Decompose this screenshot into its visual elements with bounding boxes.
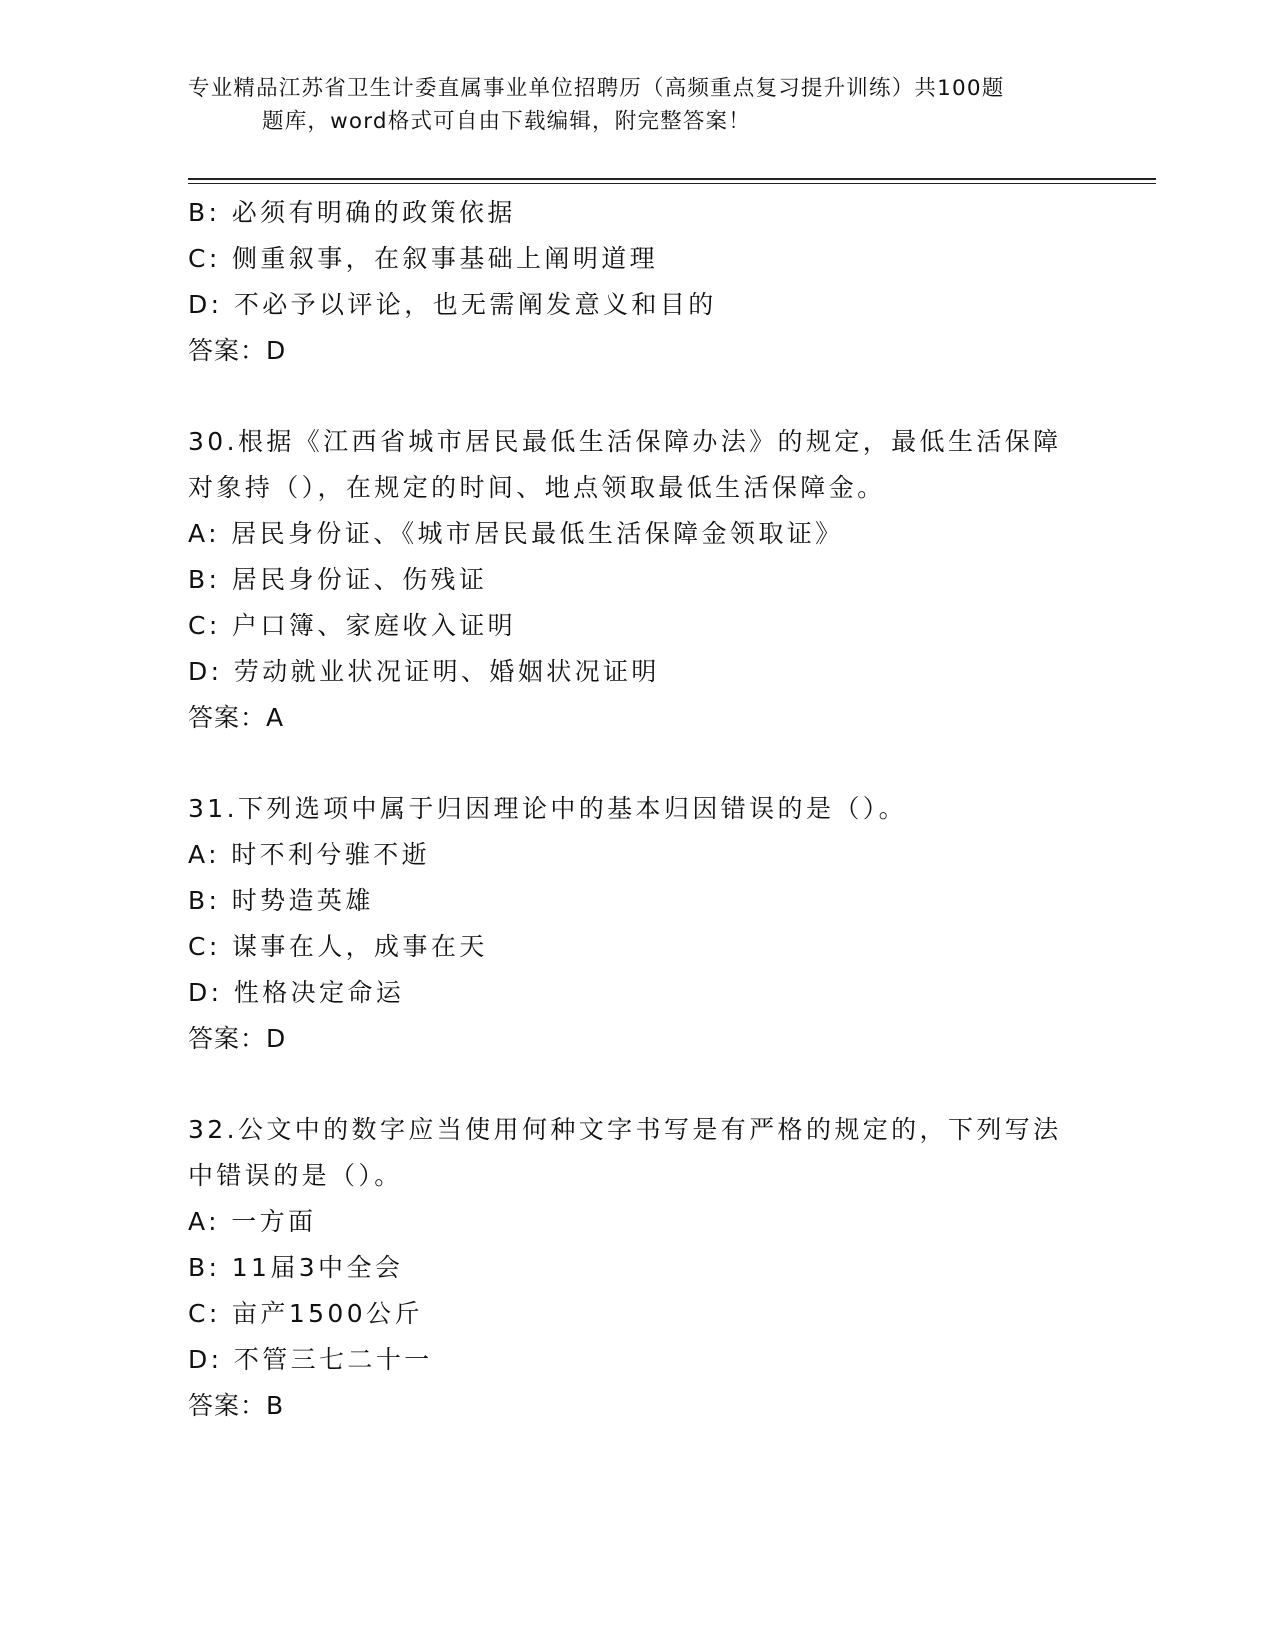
option-b: B: 必须有明确的政策依据 bbox=[188, 198, 516, 227]
option-c: C: 侧重叙事，在叙事基础上阐明道理 bbox=[188, 244, 659, 273]
answer: 答案：B bbox=[188, 1391, 285, 1420]
header-rule-thick bbox=[188, 178, 1156, 180]
spacer bbox=[188, 1062, 1118, 1107]
document-header bbox=[188, 72, 1088, 138]
question-list bbox=[188, 190, 1118, 1429]
spacer bbox=[188, 741, 1118, 786]
header-title-line-2: 题库，word格式可自由下载编辑，附完整答案！ bbox=[262, 109, 751, 134]
answer: 答案：D bbox=[188, 1024, 287, 1053]
option-d: D: 劳动就业状况证明、婚姻状况证明 bbox=[188, 657, 660, 686]
answer: 答案：A bbox=[188, 703, 285, 732]
option-a: A: 居民身份证、《城市居民最低生活保障金领取证》 bbox=[188, 519, 844, 548]
question-stem-line: 30.根据《江西省城市居民最低生活保障办法》的规定，最低生活保障 bbox=[188, 427, 1062, 456]
question-stem-line: 31.下列选项中属于归因理论中的基本归因错误的是（）。 bbox=[188, 794, 908, 823]
option-c: C: 户口簿、家庭收入证明 bbox=[188, 611, 517, 640]
header-title-line-1: 专业精品江苏省卫生计委直属事业单位招聘历（高频重点复习提升训练）共100题 bbox=[188, 76, 1005, 101]
option-d: D: 不必予以评论，也无需阐发意义和目的 bbox=[188, 290, 717, 319]
option-c: C: 谋事在人，成事在天 bbox=[188, 932, 488, 961]
header-rule-thin bbox=[188, 183, 1156, 184]
answer: 答案：D bbox=[188, 336, 287, 365]
option-d: D: 不管三七二十一 bbox=[188, 1345, 433, 1374]
spacer bbox=[188, 374, 1118, 419]
question-stem-line: 中错误的是（）。 bbox=[188, 1161, 403, 1190]
option-a: A: 一方面 bbox=[188, 1207, 317, 1236]
question-30 bbox=[188, 419, 1118, 741]
question-stem-line: 32.公文中的数字应当使用何种文字书写是有严格的规定的，下列写法 bbox=[188, 1115, 1062, 1144]
option-b: B: 时势造英雄 bbox=[188, 886, 374, 915]
question-32 bbox=[188, 1107, 1118, 1429]
question-stem-line: 对象持（），在规定的时间、地点领取最低生活保障金。 bbox=[188, 473, 886, 502]
option-d: D: 性格决定命运 bbox=[188, 978, 405, 1007]
option-b: B: 11届3中全会 bbox=[188, 1253, 404, 1282]
option-a: A: 时不利兮骓不逝 bbox=[188, 840, 431, 869]
option-b: B: 居民身份证、伤残证 bbox=[188, 565, 488, 594]
question-fragment bbox=[188, 190, 1118, 374]
question-31 bbox=[188, 786, 1118, 1062]
option-c: C: 亩产1500公斤 bbox=[188, 1299, 423, 1328]
